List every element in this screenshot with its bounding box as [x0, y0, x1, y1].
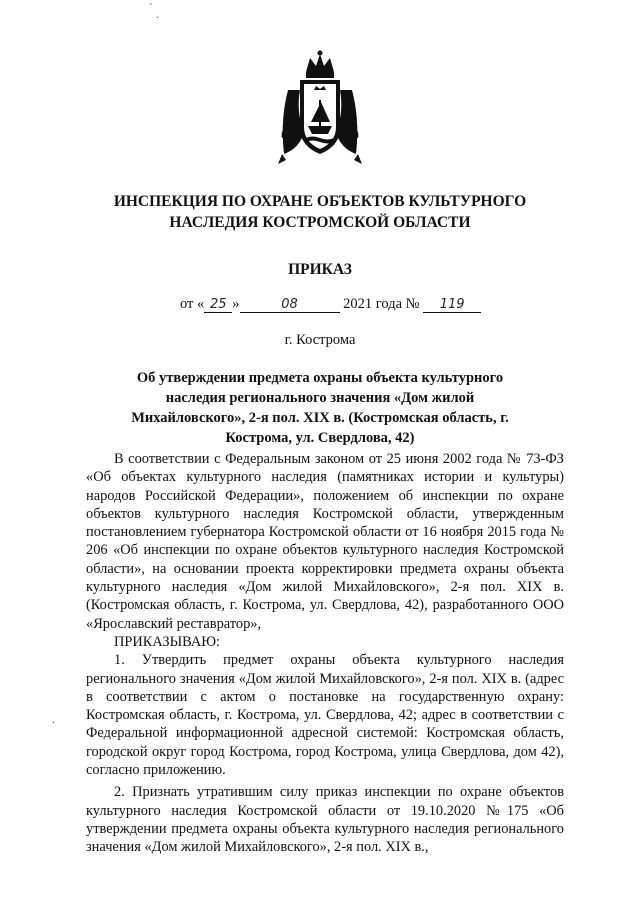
- order-subject: Об утверждении предмета охраны объекта культурного наследия регионального значения «Дом жилой Михайловского», 2-я пол. XIX в. (Костромская область, г. Кострома, ул. Свердлова, 42): [131, 370, 509, 446]
- order-date-prefix: от «: [180, 296, 205, 312]
- order-number-handwritten: 119: [423, 297, 481, 313]
- scan-mark: .: [156, 10, 159, 21]
- order-date-mid: »: [232, 296, 240, 312]
- organization-line-1: ИНСПЕКЦИЯ ПО ОХРАНЕ ОБЪЕКТОВ КУЛЬТУРНОГО: [113, 193, 527, 210]
- order-date-number-line: [180, 296, 500, 313]
- coat-of-arms-icon: [270, 50, 370, 172]
- preamble-paragraph: В соответствии с Федеральным законом от 25 июня 2002 года № 73-ФЗ «Об объектах культурного наследия (памятниках истории и культуры) народов Российской Федерации», положением об инспекции по охране объектов культурного наследия Костромской области, утвержденным постановлением губернатора Костромской области от 16 ноября 2015 года № 206 «Об инспекции по охране объектов культурного наследия Костромской области», на основании проекта корректировки предмета охраны объекта культурного наследия «Дом жилой Михайловского», 2-я пол. XIX в. (Костромская область, г. Кострома, ул. Свердлова, 42), разработанного ООО «Ярославский реставратор»,: [86, 451, 564, 632]
- order-item-2: 2. Признать утратившим силу приказ инспекции по охране объектов культурного наследия Костромской области от 19.10.2020 №175 «Об утверждении предмета охраны объекта культурного наследия регионального значения «Дом жилой Михайловского», 2-я пол. XIX в.,: [86, 784, 564, 856]
- city-name: г. Кострома: [284, 332, 356, 348]
- order-month-handwritten: 08: [240, 297, 340, 313]
- scan-mark: ': [150, 2, 152, 13]
- order-year-text: 2021 года №: [343, 296, 420, 312]
- order-day-handwritten: 25: [204, 297, 232, 313]
- organization-name: [60, 191, 580, 233]
- organization-line-2: НАСЛЕДИЯ КОСТРОМСКОЙ ОБЛАСТИ: [169, 214, 471, 231]
- order-body: [86, 450, 564, 857]
- scan-mark: ·: [52, 718, 56, 729]
- command-line: ПРИКАЗЫВАЮ:: [114, 633, 221, 650]
- document-type: ПРИКАЗ: [288, 261, 352, 278]
- order-item-1: 1. Утвердить предмет охраны объекта культурного наследия регионального значения «Дом жилой Михайловского», 2-я пол. XIX в. (адрес в соответствии с актом о постановке на государственную охрану: Костромская область, г. Кострома, ул. Свердлова, 42; адрес в соответствии с Федеральной информационной адресной системой: Костромская область, городской округ город Кострома, город Кострома, улица Свердлова, дом 42), согласно приложению.: [86, 652, 564, 779]
